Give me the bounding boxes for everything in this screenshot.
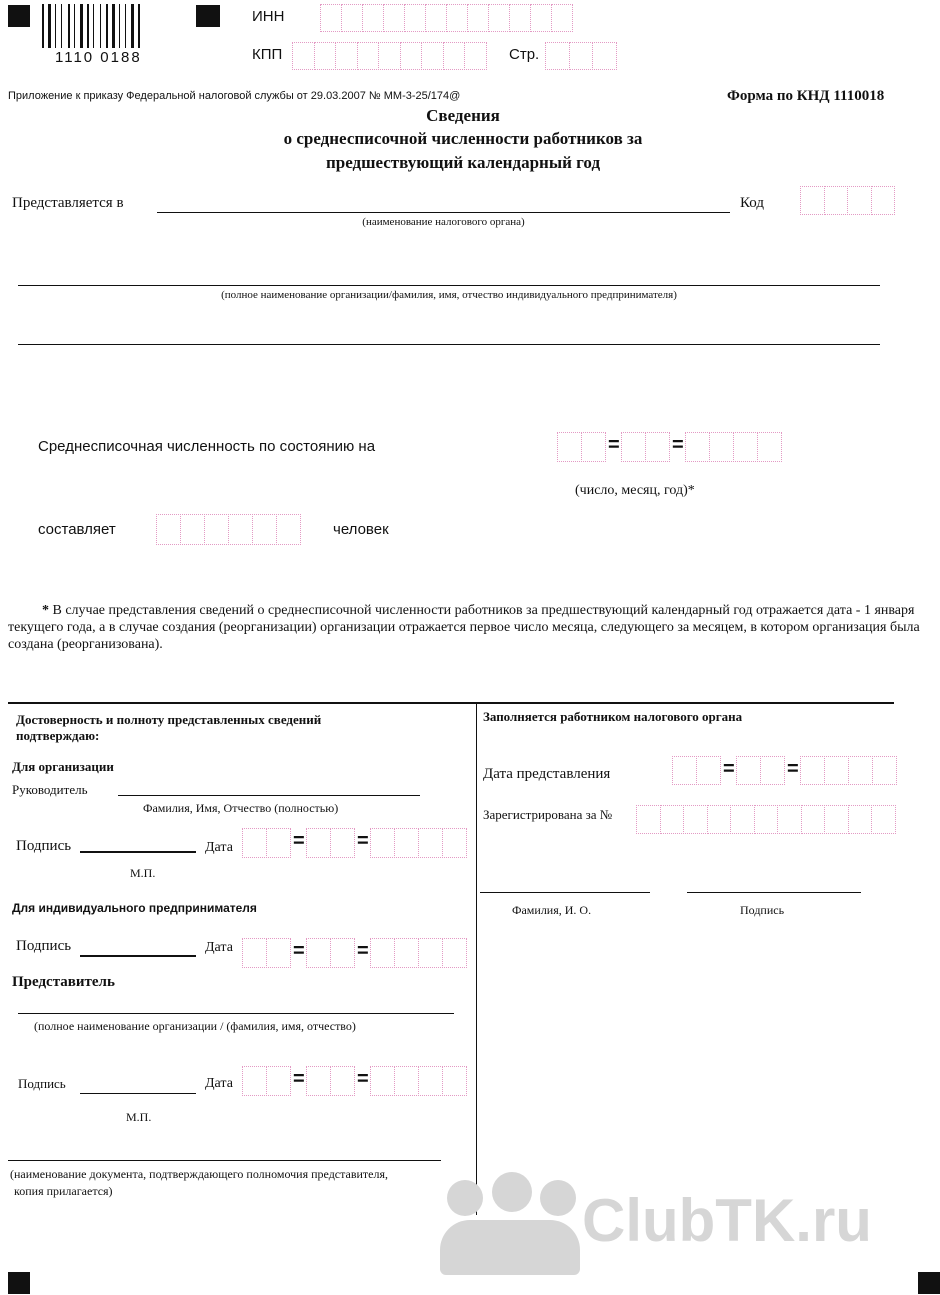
- date-part-cells[interactable]: [672, 756, 720, 785]
- amount-label: составляет: [38, 521, 116, 538]
- signature-line[interactable]: [80, 851, 196, 853]
- stamp-label: М.П.: [126, 1110, 152, 1124]
- barcode-bar: [87, 4, 89, 48]
- input-cell[interactable]: [707, 805, 732, 834]
- page-label: Стр.: [509, 46, 540, 63]
- input-cell[interactable]: [404, 4, 426, 32]
- people-icon: [432, 1180, 582, 1270]
- input-cell[interactable]: [696, 756, 721, 785]
- date-caption: (число, месяц, год)*: [575, 483, 695, 498]
- date-part-cells[interactable]: [242, 1066, 290, 1096]
- date-part-cells[interactable]: [557, 432, 605, 462]
- rep-name-line[interactable]: [18, 1013, 454, 1014]
- input-cell[interactable]: [330, 1066, 355, 1096]
- reg-label: Зарегистрирована за №: [483, 807, 613, 822]
- page-cells[interactable]: [545, 42, 616, 70]
- input-cell[interactable]: [733, 432, 758, 462]
- barcode-bar: [112, 4, 115, 48]
- barcode-bar: [138, 4, 140, 48]
- barcode-bar: [93, 4, 94, 48]
- title-line: о среднесписочной численности работников за: [283, 129, 643, 148]
- barcode-bar: [80, 4, 83, 48]
- inn-label: ИНН: [252, 8, 285, 25]
- input-cell[interactable]: [736, 756, 761, 785]
- org-name-caption: (полное наименование организации/фамилия, имя, отчество индивидуального предпринимателя): [221, 289, 677, 301]
- input-cell[interactable]: [760, 756, 785, 785]
- date-part-cells[interactable]: [242, 828, 290, 858]
- watermark-text: ClubTK.ru: [582, 1186, 872, 1254]
- footnote: [8, 602, 936, 653]
- doc-caption: копия прилагается): [14, 1184, 113, 1198]
- input-cell[interactable]: [400, 42, 423, 70]
- column-divider: [476, 703, 477, 1215]
- barcode-bar: [74, 4, 75, 48]
- date-separator: =: [787, 758, 799, 780]
- org-name-line-2[interactable]: [18, 344, 880, 345]
- date-separator: =: [357, 830, 369, 852]
- org-name-line[interactable]: [18, 285, 880, 286]
- input-cell[interactable]: [370, 938, 395, 968]
- input-cell[interactable]: [847, 186, 872, 215]
- input-cell[interactable]: [418, 828, 443, 858]
- input-cell[interactable]: [276, 514, 301, 545]
- rep-name-caption: (полное наименование организации / (фамилия, имя, отчество): [34, 1019, 356, 1033]
- input-cell[interactable]: [551, 4, 573, 32]
- input-cell[interactable]: [357, 42, 380, 70]
- submitted-label: Представляется в: [12, 195, 124, 211]
- kpp-label: КПП: [252, 46, 283, 63]
- date-separator: =: [357, 1068, 369, 1090]
- submission-date-label: Дата представления: [483, 766, 611, 782]
- input-cell[interactable]: [362, 4, 384, 32]
- input-cell[interactable]: [370, 1066, 395, 1096]
- input-cell[interactable]: [156, 514, 181, 545]
- barcode-bar: [55, 4, 56, 48]
- date-part-cells[interactable]: [306, 938, 354, 968]
- officer-name-line[interactable]: [480, 892, 650, 893]
- input-cell[interactable]: [292, 42, 315, 70]
- barcode-bar: [48, 4, 51, 48]
- input-cell[interactable]: [871, 186, 896, 215]
- head-name-line[interactable]: [118, 795, 420, 796]
- title-line: Сведения: [426, 106, 500, 125]
- registration-mark: [918, 1272, 940, 1294]
- input-cell[interactable]: [370, 828, 395, 858]
- input-cell[interactable]: [228, 514, 253, 545]
- signature-line[interactable]: [80, 1093, 196, 1094]
- input-cell[interactable]: [871, 805, 896, 834]
- code-label: Код: [740, 195, 764, 211]
- input-cell[interactable]: [320, 4, 342, 32]
- input-cell[interactable]: [848, 756, 873, 785]
- date-part-cells[interactable]: [370, 828, 466, 858]
- rep-heading: Представитель: [12, 974, 115, 990]
- date-separator: =: [672, 434, 684, 456]
- barcode-bar: [42, 4, 44, 48]
- section-divider: [8, 702, 894, 704]
- date-part-cells[interactable]: [621, 432, 669, 462]
- input-cell[interactable]: [683, 805, 708, 834]
- officer-heading: Заполняется работником налогового органа: [483, 709, 743, 724]
- code-cells[interactable]: [800, 186, 894, 215]
- barcode-bar: [61, 4, 62, 48]
- input-cell[interactable]: [306, 828, 331, 858]
- input-cell[interactable]: [824, 756, 849, 785]
- sign-label: Подпись: [16, 838, 72, 854]
- input-cell[interactable]: [442, 938, 467, 968]
- input-cell[interactable]: [467, 4, 489, 32]
- headcount-cells[interactable]: [156, 514, 300, 545]
- input-cell[interactable]: [266, 1066, 291, 1096]
- barcode-bar: [100, 4, 101, 48]
- date-part-cells[interactable]: [306, 1066, 354, 1096]
- head-label: Руководитель: [12, 782, 88, 797]
- barcode-bar: [106, 4, 108, 48]
- input-cell[interactable]: [418, 1066, 443, 1096]
- input-cell[interactable]: [252, 514, 277, 545]
- input-cell[interactable]: [464, 42, 487, 70]
- input-cell[interactable]: [645, 432, 670, 462]
- input-cell[interactable]: [306, 1066, 331, 1096]
- input-cell[interactable]: [204, 514, 229, 545]
- reg-number-cells[interactable]: [636, 805, 895, 834]
- stamp-label: М.П.: [130, 866, 156, 880]
- input-cell[interactable]: [421, 42, 444, 70]
- input-cell[interactable]: [581, 432, 606, 462]
- head-name-caption: Фамилия, Имя, Отчество (полностью): [143, 801, 339, 815]
- input-cell[interactable]: [330, 938, 355, 968]
- registration-mark: [196, 5, 220, 27]
- sign-label: Подпись: [18, 1076, 66, 1091]
- input-cell[interactable]: [777, 805, 802, 834]
- input-cell[interactable]: [709, 432, 734, 462]
- input-cell[interactable]: [754, 805, 779, 834]
- confirm-heading: Достоверность и полноту представленных сведений подтверждаю:: [16, 712, 322, 743]
- input-cell[interactable]: [488, 4, 510, 32]
- input-cell[interactable]: [442, 828, 467, 858]
- input-cell[interactable]: [801, 805, 826, 834]
- input-cell[interactable]: [685, 432, 710, 462]
- barcode-bar: [131, 4, 134, 48]
- form-code: Форма по КНД 1110018: [727, 88, 885, 104]
- appendix-text: Приложение к приказу Федеральной налоговой службы от 29.03.2007 № ММ-3-25/174@: [8, 90, 461, 102]
- input-cell[interactable]: [394, 1066, 419, 1096]
- date-part-cells[interactable]: [370, 938, 466, 968]
- date-part-cells[interactable]: [685, 432, 781, 462]
- footnote-text: В случае представления сведений о среднесписочной численности работников за предшествующий календарный год отражается дата - 1 января текущего года, а в случае создания (реорганизации) организации отражается первое число месяца, следующего за месяцем, в котором организация была создана (реорганизована).: [8, 603, 920, 652]
- input-cell[interactable]: [757, 432, 782, 462]
- input-cell[interactable]: [442, 1066, 467, 1096]
- input-cell[interactable]: [242, 938, 267, 968]
- input-cell[interactable]: [242, 1066, 267, 1096]
- input-cell[interactable]: [800, 756, 825, 785]
- input-cell[interactable]: [330, 828, 355, 858]
- date-separator: =: [723, 758, 735, 780]
- doc-caption: (наименование документа, подтверждающего полномочия представителя,: [10, 1167, 389, 1181]
- barcode-number: 1110 0188: [55, 49, 142, 66]
- registration-mark: [8, 5, 30, 27]
- registration-mark: [8, 1272, 30, 1294]
- inn-cells[interactable]: [320, 4, 572, 32]
- input-cell[interactable]: [425, 4, 447, 32]
- org-heading: Для организации: [12, 759, 114, 774]
- input-cell[interactable]: [446, 4, 468, 32]
- kpp-cells[interactable]: [292, 42, 486, 70]
- officer-sign-line[interactable]: [687, 892, 861, 893]
- input-cell[interactable]: [266, 938, 291, 968]
- unit-label: человек: [333, 521, 389, 538]
- input-cell[interactable]: [545, 42, 570, 70]
- barcode-bar: [68, 4, 70, 48]
- tax-authority-caption: (наименование налогового органа): [362, 216, 525, 228]
- input-cell[interactable]: [341, 4, 363, 32]
- input-cell[interactable]: [636, 805, 661, 834]
- date-label: Дата: [205, 940, 233, 955]
- input-cell[interactable]: [378, 42, 401, 70]
- input-cell[interactable]: [418, 938, 443, 968]
- date-part-cells[interactable]: [370, 1066, 466, 1096]
- date-part-cells[interactable]: [242, 938, 290, 968]
- input-cell[interactable]: [443, 42, 466, 70]
- tax-authority-line[interactable]: [157, 212, 730, 213]
- date-separator: =: [357, 940, 369, 962]
- input-cell[interactable]: [314, 42, 337, 70]
- officer-name-caption: Фамилия, И. О.: [512, 903, 592, 917]
- doc-line[interactable]: [8, 1160, 441, 1161]
- input-cell[interactable]: [242, 828, 267, 858]
- input-cell[interactable]: [824, 805, 849, 834]
- input-cell[interactable]: [557, 432, 582, 462]
- input-cell[interactable]: [383, 4, 405, 32]
- input-cell[interactable]: [180, 514, 205, 545]
- input-cell[interactable]: [530, 4, 552, 32]
- input-cell[interactable]: [872, 756, 897, 785]
- date-separator: =: [293, 830, 305, 852]
- date-part-cells[interactable]: [800, 756, 896, 785]
- sign-label: Подпись: [16, 938, 72, 954]
- footnote-star: *: [42, 603, 49, 618]
- date-separator: =: [608, 434, 620, 456]
- signature-line[interactable]: [80, 955, 196, 957]
- ip-heading: Для индивидуального предпринимателя: [12, 901, 257, 915]
- input-cell[interactable]: [660, 805, 685, 834]
- input-cell[interactable]: [306, 938, 331, 968]
- input-cell[interactable]: [730, 805, 755, 834]
- watermark-logo: [432, 1180, 872, 1270]
- title-line: предшествующий календарный год: [325, 153, 601, 172]
- input-cell[interactable]: [394, 938, 419, 968]
- barcode-bar: [119, 4, 120, 48]
- input-cell[interactable]: [824, 186, 849, 215]
- date-part-cells[interactable]: [306, 828, 354, 858]
- input-cell[interactable]: [800, 186, 825, 215]
- input-cell[interactable]: [848, 805, 873, 834]
- date-label: Дата: [205, 1076, 233, 1091]
- headcount-label: Среднесписочная численность по состоянию на: [38, 438, 376, 455]
- input-cell[interactable]: [621, 432, 646, 462]
- input-cell[interactable]: [266, 828, 291, 858]
- input-cell[interactable]: [394, 828, 419, 858]
- input-cell[interactable]: [672, 756, 697, 785]
- date-label: Дата: [205, 840, 233, 855]
- barcode-bar: [125, 4, 126, 48]
- date-separator: =: [293, 940, 305, 962]
- input-cell[interactable]: [509, 4, 531, 32]
- date-separator: =: [293, 1068, 305, 1090]
- barcode: [42, 4, 172, 48]
- input-cell[interactable]: [569, 42, 594, 70]
- input-cell[interactable]: [592, 42, 617, 70]
- input-cell[interactable]: [335, 42, 358, 70]
- officer-sign-caption: Подпись: [740, 903, 785, 917]
- date-part-cells[interactable]: [736, 756, 784, 785]
